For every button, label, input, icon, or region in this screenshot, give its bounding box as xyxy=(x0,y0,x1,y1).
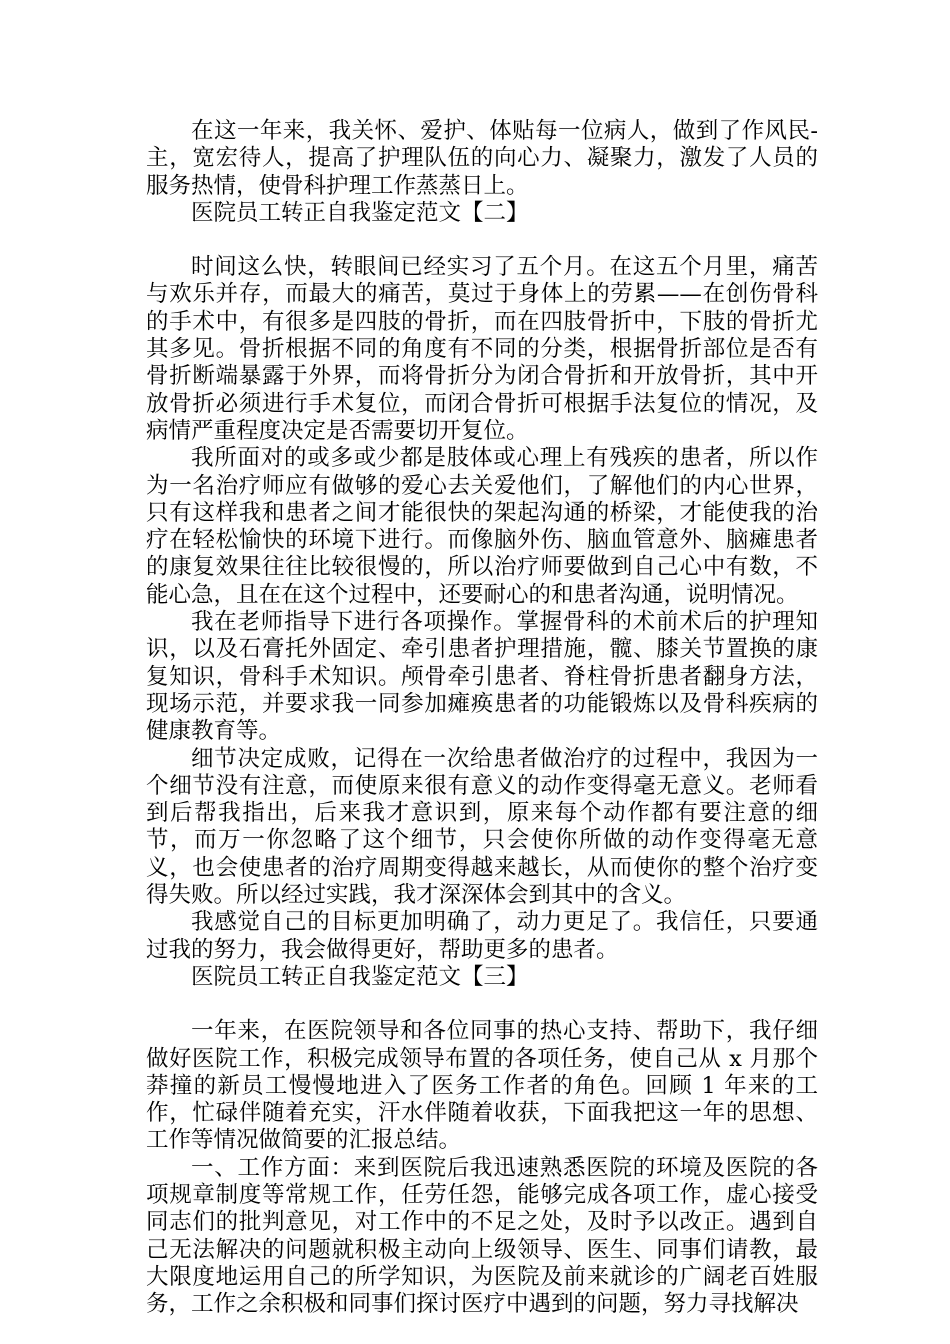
paragraph-5: 细节决定成败，记得在一次给患者做治疗的过程中，我因为一个细节没有注意，而使原来很有意义的动作变得毫无意义。老师看到后帮我指出，后来我才意识到，原来每个动作都有要注意的细节，而万一你忽略了这个细节，只会使你所做的动作变得毫无意义，也会使患者的治疗周期变得越来越长，从而使你的整个治疗变得失败。所以经过实践，我才深深体会到其中的含义。 xyxy=(146,745,818,909)
section-heading-3: 医院员工转正自我鉴定范文【三】 xyxy=(191,963,529,990)
paragraph-3: 我所面对的或多或少都是肢体或心理上有残疾的患者，所以作为一名治疗师应有做够的爱心去关爱他们，了解他们的内心世界，只有这样我和患者之间才能很快的架起沟通的桥梁，才能使我的治疗在轻松愉快的环境下进行。而像脑外伤、脑血管意外、脑瘫患者的康复效果往往比较很慢的，所以治疗师要做到自己心中有数，不能心急，且在在这个过程中，还要耐心的和患者沟通，说明情况。 xyxy=(146,445,818,608)
paragraph-1: 在这一年来，我关怀、爱护、体贴每一位病人，做到了作风民-主，宽宏待人，提高了护理队伍的向心力、凝聚力，激发了人员的服务热情，使骨科护理工作蒸蒸日上。 xyxy=(146,118,818,199)
blank-line xyxy=(146,991,818,1018)
document-page xyxy=(146,118,818,1318)
paragraph-6: 我感觉自己的目标更加明确了，动力更足了。我信任，只要通过我的努力，我会做得更好，帮助更多的患者。 xyxy=(146,909,818,963)
paragraph-4: 我在老师指导下进行各项操作。掌握骨科的术前术后的护理知识，以及石膏托外固定、牵引患者护理措施，髋、膝关节置换的康复知识，骨科手术知识。颅骨牵引患者、脊柱骨折患者翻身方法，现场示范，并要求我一同参加瘫痪患者的功能锻炼以及骨科疾病的健康教育等。 xyxy=(146,609,818,745)
blank-line xyxy=(146,227,818,254)
paragraph-7: 一年来，在医院领导和各位同事的热心支持、帮助下，我仔细做好医院工作，积极完成领导布置的各项任务，使自己从 x 月那个莽撞的新员工慢慢地进入了医务工作者的角色。回顾 1 年来的工作，忙碌伴随着充实，汗水伴随着收获，下面我把这一年的思想、工作等情况做简要的汇报总结。 xyxy=(146,1018,818,1154)
paragraph-2: 时间这么快，转眼间已经实习了五个月。在这五个月里，痛苦与欢乐并存，而最大的痛苦，莫过于身体上的劳累——在创伤骨科的手术中，有很多是四肢的骨折，而在四肢骨折中，下肢的骨折尤其多见。骨折根据不同的角度有不同的分类，根据骨折部位是否有骨折断端暴露于外界，而将骨折分为闭合骨折和开放骨折，其中开放骨折必须进行手术复位，而闭合骨折可根据手法复位的情况，及病情严重程度决定是否需要切开复位。 xyxy=(146,254,818,444)
paragraph-8: 一、工作方面：来到医院后我迅速熟悉医院的环境及医院的各项规章制度等常规工作，任劳任怨，能够完成各项工作，虚心接受同志们的批判意见，对工作中的不足之处，及时予以改正。遇到自己无法解决的问题就积极主动向上级领导、医生、同事们请教，最大限度地运用自己的所学知识，为医院及前来就诊的广阔老百姓服务，工作之余积极和同事们探讨医疗中遇到的问题，努力寻找解决 xyxy=(146,1154,818,1318)
section-heading-2: 医院员工转正自我鉴定范文【二】 xyxy=(191,199,529,226)
